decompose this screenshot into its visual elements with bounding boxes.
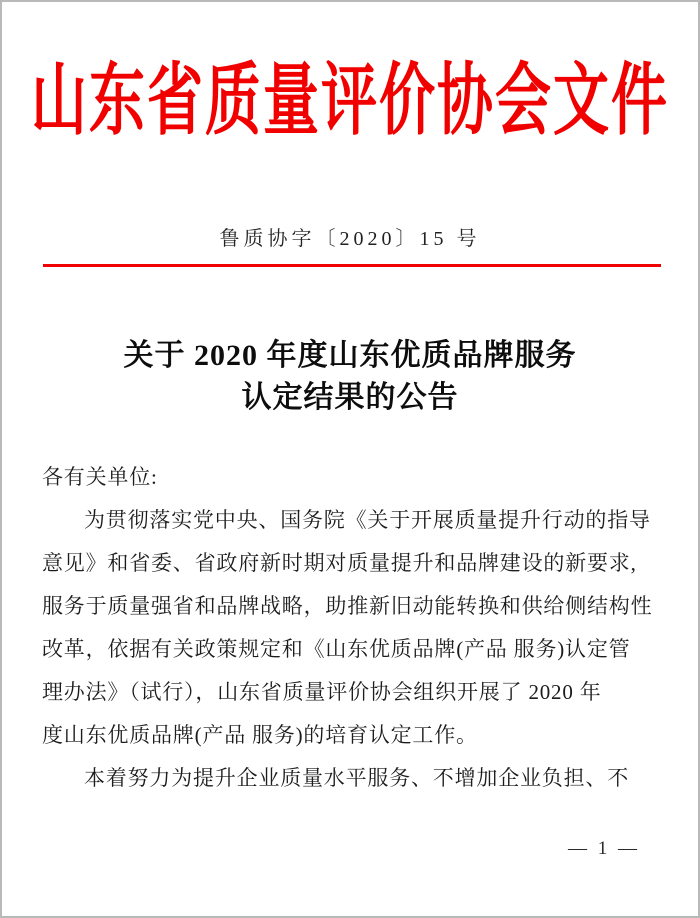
body-line: 意见》和省委、省政府新时期对质量提升和品牌建设的新要求, (42, 551, 637, 575)
salutation-line: 各有关单位: (42, 465, 158, 489)
document-title-line-1: 关于 2020 年度山东优质品牌服务 (123, 339, 577, 372)
body-line: 理办法》（试行），山东省质量评价协会组织开展了 2020 年 (42, 680, 602, 704)
body-line: 本着努力为提升企业质量水平服务、不增加企业负担、不 (84, 766, 629, 790)
document-number: 鲁质协字〔2020〕15 号 (219, 228, 481, 250)
document-body (42, 456, 664, 800)
document-title-line-2: 认定结果的公告 (241, 381, 459, 414)
body-line: 改革，依据有关政策规定和《山东优质品牌(产品 服务)认定管 (42, 637, 631, 661)
red-divider-line (43, 264, 661, 267)
body-line: 服务于质量强省和品牌战略，助推新旧动能转换和供给侧结构性 (42, 594, 653, 618)
body-line: 度山东优质品牌(产品 服务)的培育认定工作。 (42, 723, 478, 747)
body-line: 为贯彻落实党中央、国务院《关于开展质量提升行动的指导 (84, 508, 651, 532)
page-number: — 1 — (568, 838, 640, 859)
letterhead-title: 山东省质量评价协会文件 (31, 58, 669, 146)
document-title (2, 335, 698, 419)
